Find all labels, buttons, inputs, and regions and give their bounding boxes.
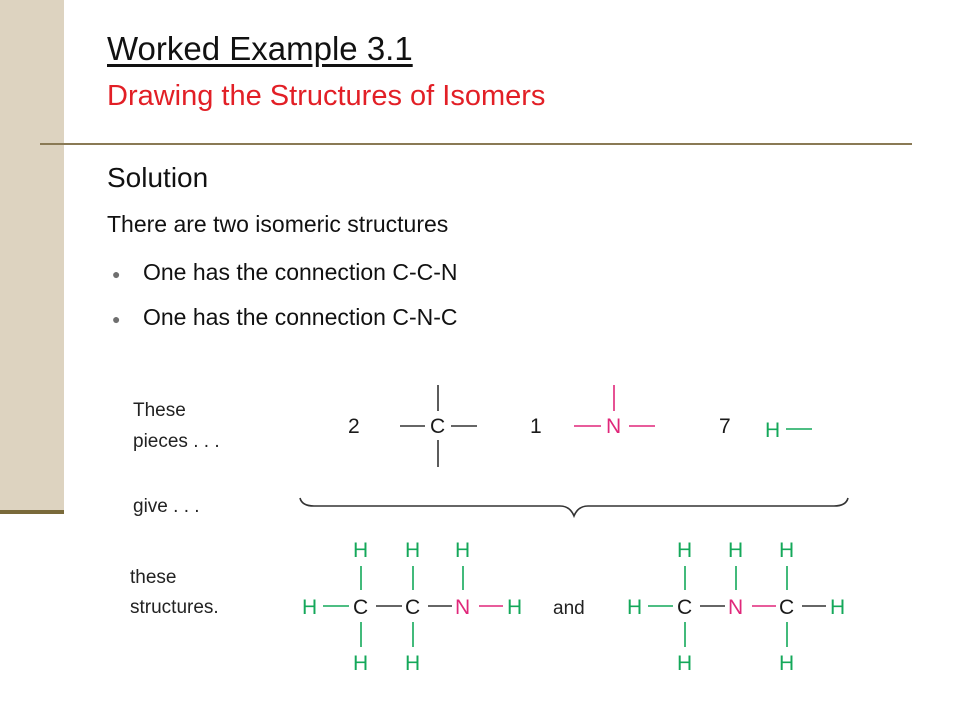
svg-text:H: H: [677, 652, 693, 675]
solution-heading: Solution: [107, 162, 209, 193]
slide-title: Worked Example 3.1: [107, 30, 413, 67]
svg-text:C: C: [779, 596, 795, 619]
intro-text: There are two isomeric structures: [107, 211, 449, 237]
structures-label: structures.: [130, 597, 219, 618]
structures-label: these: [130, 567, 177, 588]
and-label: and: [553, 598, 585, 619]
svg-text:H: H: [455, 539, 471, 562]
pieces-label: pieces . . .: [133, 431, 220, 452]
slide-subtitle: Drawing the Structures of Isomers: [107, 80, 546, 112]
give-label: give . . .: [133, 496, 200, 517]
svg-text:N: N: [728, 596, 744, 619]
bullet-item: One has the connection C-N-C: [143, 304, 458, 330]
svg-text:H: H: [677, 539, 693, 562]
grouping-brace: [300, 498, 848, 516]
nitrogen-count: 1: [530, 415, 542, 438]
carbon-count: 2: [348, 415, 360, 438]
svg-text:C: C: [405, 596, 421, 619]
svg-text:H: H: [507, 596, 523, 619]
nitrogen-atom: N: [606, 415, 622, 438]
structure-cnc: [627, 539, 845, 675]
hydrogen-atom: H: [765, 419, 781, 442]
svg-text:C: C: [677, 596, 693, 619]
svg-text:H: H: [830, 596, 846, 619]
svg-text:H: H: [779, 652, 795, 675]
svg-text:H: H: [728, 539, 744, 562]
svg-text:N: N: [455, 596, 471, 619]
svg-text:H: H: [627, 596, 643, 619]
bullet-item: One has the connection C-C-N: [143, 259, 458, 285]
structure-ccn: [302, 539, 522, 675]
bullet-icon: ●: [112, 311, 121, 327]
pieces-label: These: [133, 400, 186, 421]
svg-text:H: H: [353, 539, 369, 562]
svg-text:H: H: [405, 539, 421, 562]
bullet-icon: ●: [112, 266, 121, 282]
carbon-atom: C: [430, 415, 446, 438]
svg-text:H: H: [405, 652, 421, 675]
svg-text:H: H: [302, 596, 318, 619]
svg-text:H: H: [353, 652, 369, 675]
svg-text:H: H: [779, 539, 795, 562]
svg-text:C: C: [353, 596, 369, 619]
hydrogen-count: 7: [719, 415, 731, 438]
